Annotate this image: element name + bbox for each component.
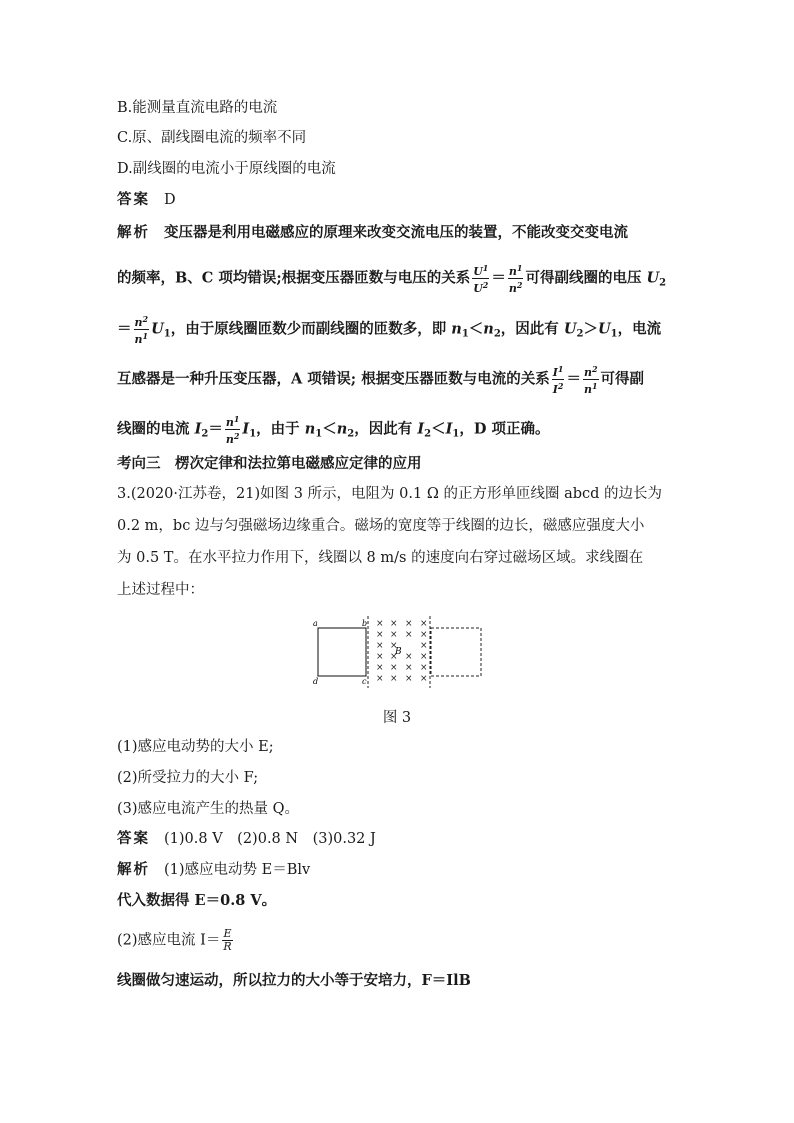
field-cross-mark: × <box>405 663 413 673</box>
field-cross-mark: × <box>390 641 398 651</box>
analysis-line-4: 互感器是一种升压变压器，A 项错误; 根据变压器匝数与电流的关系 $\frac{I^1}{I^2}$ ＝ $\frac{n^2}{n^1}$ 可得副 <box>117 364 645 396</box>
option-b: B.能测量直流电路的电流 <box>117 100 278 116</box>
field-cross-mark: × <box>405 619 413 629</box>
analysis2-line-4: 线圈做匀速运动，所以拉力的大小等于安培力，F＝IlB <box>117 972 471 989</box>
field-cross-mark: × <box>405 674 413 684</box>
figure-caption: 图 3 <box>382 710 412 726</box>
field-cross-mark: × <box>420 630 428 640</box>
field-cross-mark: × <box>376 663 384 673</box>
field-cross-mark: × <box>405 630 413 640</box>
label-field-b: B <box>395 647 402 657</box>
question-2: (2)所受拉力的大小 F; <box>117 770 259 786</box>
field-cross-mark: × <box>376 674 384 684</box>
problem-line-4: 上述过程中： <box>117 582 204 598</box>
figure-3-diagram <box>310 612 490 692</box>
coil-dashed-position <box>431 628 481 676</box>
answer-label-2: 答案 <box>117 830 150 847</box>
analysis-line-1: 解析 变压器是利用电磁感应的原理来改变交流电压的装置，不能改变交变电流 <box>117 224 628 241</box>
answer-line-1 <box>117 190 176 210</box>
analysis-line-3: ＝ $\frac{n^2}{n^1}$ $U_1$，由于原线圈匝数少而副线圈的匝数多，即 $n_1<n_2$，因此有 $U_2>U_1$，电流 <box>117 314 662 346</box>
field-cross-mark: × <box>376 619 384 629</box>
section-heading: 考向三 楞次定律和法拉第电磁感应定律的应用 <box>117 455 422 472</box>
analysis-line-2: 的频率，B、C 项均错误;根据变压器匝数与电压的关系 $\frac{U^1}{U^2}$ ＝ $\frac{n^1}{n^2}$ 可得副线圈的电压 $U_2$ <box>117 263 667 295</box>
option-c: C.原、副线圈电流的频率不同 <box>117 130 307 146</box>
question-1: (1)感应电动势的大小 E; <box>117 739 274 755</box>
option-d: D.副线圈的电流小于原线圈的电流 <box>117 161 336 177</box>
label-a: a <box>313 619 318 628</box>
problem-line-2: 0.2 m，bc 边与匀强磁场边缘重合。磁场的宽度等于线圈的边长，磁感应强度大小 <box>117 518 645 534</box>
magnetic-field-crosses <box>376 619 428 684</box>
fraction-e-over-r: $\frac{E}{R}$ <box>223 927 232 953</box>
analysis-label: 解析 <box>117 224 150 241</box>
field-cross-mark: × <box>376 630 384 640</box>
label-c: c <box>362 677 367 686</box>
coil-square <box>318 628 366 676</box>
answer-line-2 <box>117 829 376 849</box>
analysis2-line-1: 解析 (1)感应电动势 E＝Blv <box>117 861 311 878</box>
field-cross-mark: × <box>390 619 398 629</box>
field-cross-mark: × <box>420 619 428 629</box>
field-cross-mark: × <box>376 641 384 651</box>
problem-line-3: 为 0.5 T。在水平拉力作用下，线圈以 8 m/s 的速度向右穿过磁场区域。求线圈在 <box>117 550 644 566</box>
label-b: b <box>362 619 368 628</box>
answer-value-2: (1)0.8 V (2)0.8 N (3)0.32 J <box>164 831 376 847</box>
field-cross-mark: × <box>390 652 398 662</box>
field-cross-mark: × <box>390 630 398 640</box>
analysis2-line-3: (2)感应电流 I＝ $\frac{E}{R}$ <box>117 927 232 953</box>
field-cross-mark: × <box>420 652 428 662</box>
question-3: (3)感应电流产生的热量 Q。 <box>117 801 300 817</box>
problem-line-1: 3.(2020·江苏卷，21)如图 3 所示，电阻为 0.1 Ω 的正方形单匝线圈 abcd 的边长为 <box>117 486 663 502</box>
analysis2-line-2: 代入数据得 E＝0.8 V。 <box>117 892 277 909</box>
answer-value: D <box>164 192 176 208</box>
label-d: d <box>313 677 319 686</box>
field-cross-mark: × <box>420 674 428 684</box>
field-cross-mark: × <box>405 652 413 662</box>
analysis-label-2: 解析 <box>117 861 150 878</box>
field-cross-mark: × <box>376 652 384 662</box>
fraction-u-ratio: $\frac{U^1}{U^2}$ <box>473 263 489 295</box>
fraction-n-ratio: $\frac{n^1}{n^2}$ <box>508 263 523 295</box>
field-cross-mark: × <box>420 641 428 651</box>
answer-label: 答案 <box>117 191 150 208</box>
analysis-line-5: 线圈的电流 $I_2=$ $\frac{n^1}{n^2}$ $I_1$，由于 $n_1<n_2$，因此有 $I_2<I_1$，D 项正确。 <box>117 414 550 446</box>
field-cross-mark: × <box>390 674 398 684</box>
field-cross-mark: × <box>390 663 398 673</box>
field-cross-mark: × <box>420 663 428 673</box>
